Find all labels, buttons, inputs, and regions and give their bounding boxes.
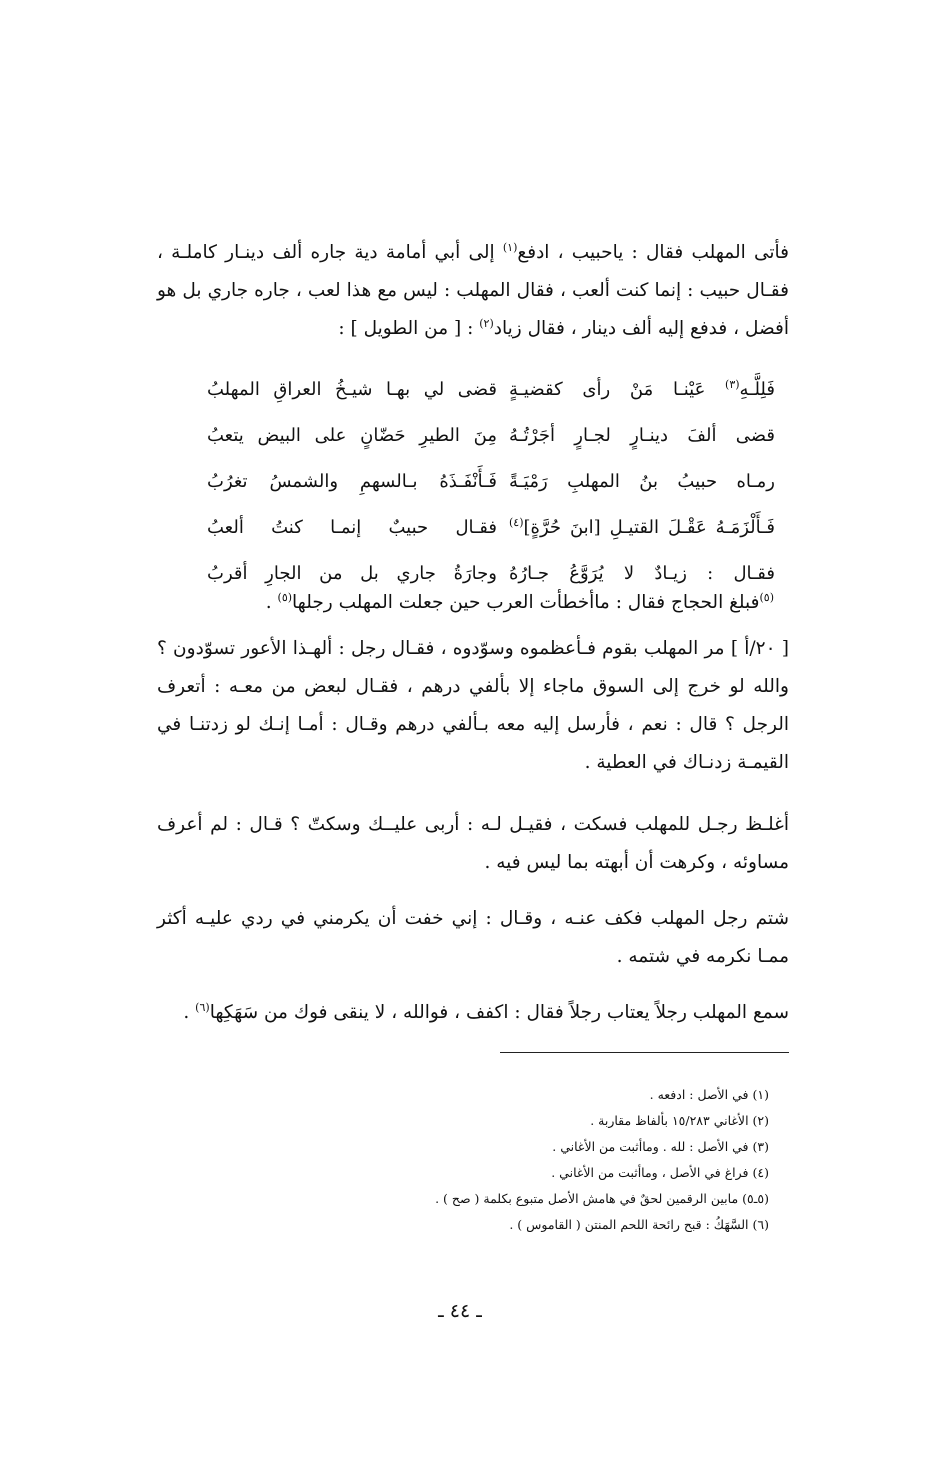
- footnote-divider: [500, 1052, 789, 1053]
- verse-first-hemistich: رمـاه حبيبُ بنُ المهلبِ رَمْيَـةً: [509, 470, 775, 492]
- footnote-item: (٥ـ٥) مابين الرقمين لحقٌ في هامش الأصل متبوع بكلمة ( صح ) .: [435, 1191, 769, 1206]
- paragraph-5-text: سمع المهلب رجلاً يعتاب رجلاً فقال : اكفف ، فوالله ، لا ينقى فوك من سَهَكِها: [209, 1002, 789, 1023]
- verse-text: فَـأَلْزَمَـهُ عَقْـلَ القتيـلِ [ابنَ حُرَّةٍ]: [523, 516, 775, 538]
- verse-line: [157, 458, 789, 504]
- footnote-item: (٢) الأغاني ١٥/٢٨٣ بألفاظ مقاربة .: [590, 1113, 769, 1128]
- verse-second-hemistich: فَـأَنْفَـذَهُ بـالسهمِ والشمسُ تغرُبُ: [207, 470, 497, 492]
- footnote-item: (١) في الأصل : ادفعه .: [649, 1087, 769, 1102]
- paragraph-4-text: شتم رجل المهلب فكف عنـه ، وقـال : إني خفت أن يكرمني في ردي عليـه أكثر ممـا نكرمه في شتمه .: [157, 908, 789, 967]
- verse-second-hemistich: فقـال حبيبٌ إنمـا كنتُ ألعبُ: [207, 516, 497, 538]
- paragraph-2: [157, 630, 789, 782]
- verse-first-hemistich: قضى ألفَ دينـارٍ لجـارٍ أجَرْتُـهُ: [509, 424, 775, 446]
- verse-text: فَلِلَّـهِ: [739, 378, 775, 400]
- footnote-item: (٤) فراغ في الأصل ، وماأثبت من الأغاني .: [551, 1165, 769, 1180]
- paragraph-1-part2: إلى أبي أمامة دية جاره ألف دينـار كاملـة ، فقـال حبيب : إنما كنت ألعب ، فقال المهلب : ليس مع هذا لعب ، جاره جاري بل هو أفضل ، فدفع إليه ألف دينار ، فقال زياد: [157, 242, 789, 339]
- footnote-item: (٣) في الأصل : لله . وماأثبت من الأغاني .: [552, 1139, 769, 1154]
- verse-second-hemistich: مِنَ الطيرِ حَضّانٍ على البيض يتعبُ: [207, 424, 497, 446]
- verse-first-hemistich: [509, 379, 775, 400]
- paragraph-3: [157, 806, 789, 882]
- footnote-ref-1: (١): [502, 240, 518, 254]
- footnotes: [169, 1082, 769, 1238]
- verse-second-hemistich: وجارَةُ جاري بل من الجارِ أقربُ: [207, 562, 497, 584]
- verse-text: عَيْنـا مَنْ رأى كقضيـةٍ: [509, 378, 726, 400]
- verse-line: [157, 366, 789, 412]
- page-number: ـ ٤٤ ـ: [438, 1300, 482, 1322]
- footnote-item: (٦) السَّهَكُ : قبح رائحة اللحم المنتن ( القاموس ) .: [509, 1217, 769, 1232]
- paragraph-3-text: أغلـظ رجـل للمهلب فسكت ، فقيـل لـه : أربى عليــك وسكتّ ؟ قـال : لم أعرف مساوئه ، وكرهت أن أبهته بما ليس فيه .: [157, 814, 789, 873]
- footnote-ref-4: (٤): [509, 515, 524, 529]
- verse-aftermath: [157, 584, 774, 622]
- poem: [157, 366, 789, 596]
- footnote-ref-3: (٣): [725, 377, 740, 391]
- footnote-ref-5-open: (٥): [759, 590, 774, 604]
- verse-line: [157, 412, 789, 458]
- paragraph-2-text: [ ٢٠/أ ] مر المهلب بقوم فـأعظموه وسوّدوه ، فقـال رجل : ألهـذا الأعور تسوّدون ؟ والله لو خرج إلى السوق ماجاء إلا بألفي درهم ، فقـال لبعض من معـه : أتعرف الرجل ؟ قال : نعم ، فأرسل إليه معه بـألفي درهم وقـال : أمـا إنـك لو زدتنـا في القيمـة زدنـاك في العطية .: [157, 638, 789, 773]
- paragraph-5: [157, 994, 789, 1032]
- paragraph-1: [157, 234, 789, 348]
- paragraph-1-part1: فأتى المهلب فقال : ياحبيب ، ادفع: [517, 242, 789, 263]
- footnote-ref-6: (٦): [195, 1000, 210, 1014]
- paragraph-1-part3: : [ من الطويل ] :: [338, 318, 480, 339]
- verse-first-hemistich: [509, 517, 775, 538]
- verse-second-hemistich: قضى لي بهـا شيـخُ العراقِ المهلبُ: [207, 378, 497, 400]
- punctuation: .: [183, 1002, 196, 1023]
- verse-first-hemistich: فقـال : زيـادٌ لا يُرَوَّعُ جـارُهُ: [509, 562, 775, 584]
- footnote-ref-5-close: (٥): [277, 590, 293, 604]
- punctuation: .: [265, 592, 278, 613]
- paragraph-4: [157, 900, 789, 976]
- verse-line: [157, 504, 789, 550]
- verse-aftermath-text: فبلغ الحجاج فقال : ماأخطأت العرب حين جعلت المهلب رجلها: [292, 592, 760, 613]
- footnote-ref-2: (٢): [479, 316, 494, 330]
